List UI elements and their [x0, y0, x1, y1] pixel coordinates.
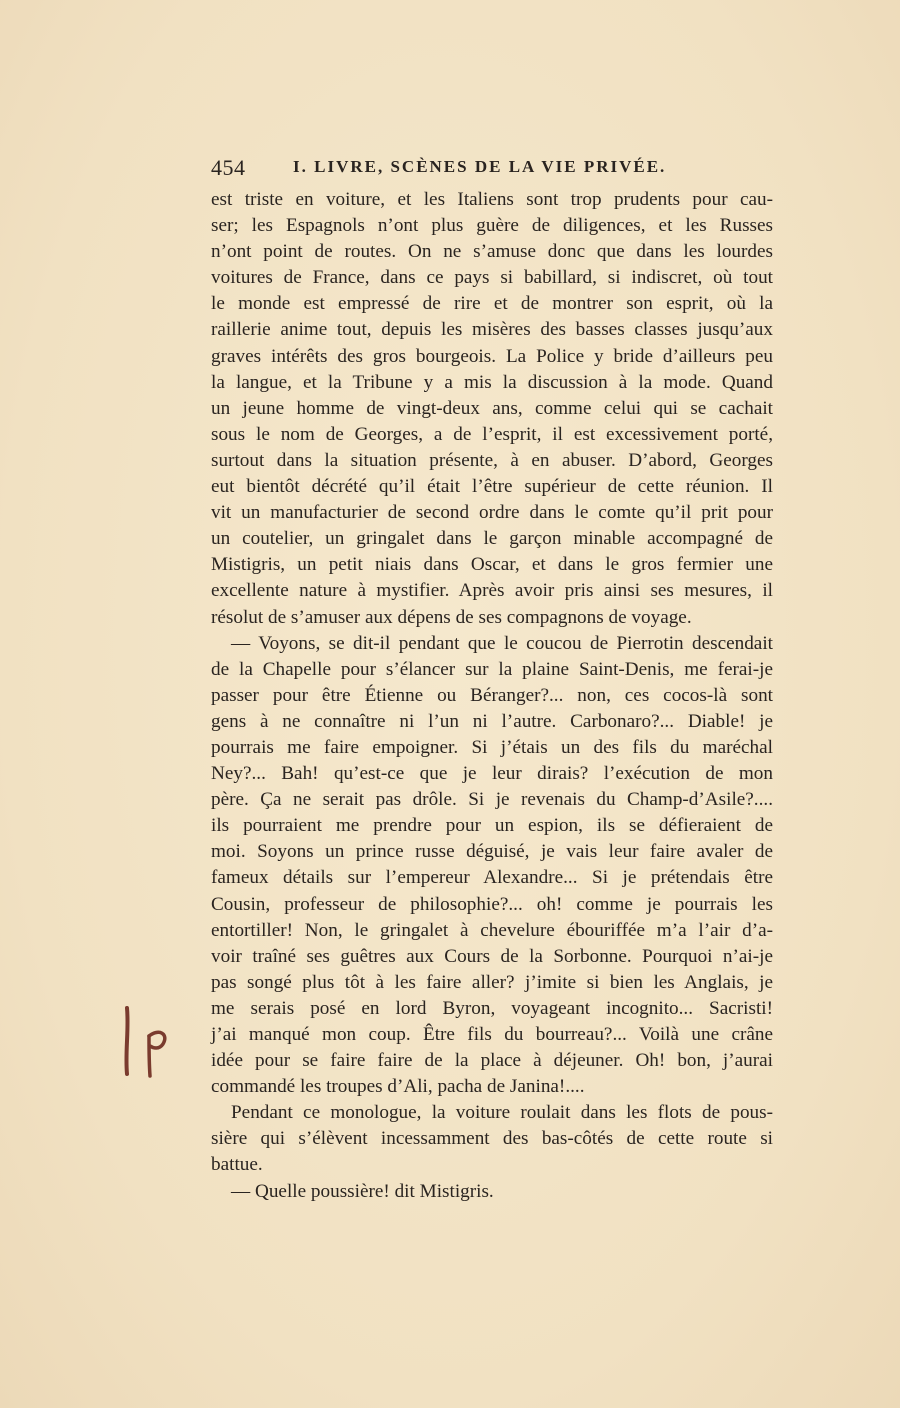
body-text: [211, 187, 773, 1205]
text-line: est triste en voiture, et les Italiens sont trop prudents pour cau-: [211, 189, 773, 210]
text-line: pas songé plus tôt à les faire aller? j’imite si bien les Anglais, je: [211, 971, 773, 993]
text-line: voir traîné ses guêtres aux Cours de la Sorbonne. Pourquoi n’ai-je: [211, 945, 773, 967]
text-line: excellente nature à mystifier. Après avoir pris ainsi ses mesures, il: [211, 580, 773, 602]
text-line: un jeune homme de vingt-deux ans, comme celui qui se cachait: [211, 397, 773, 419]
text-line: eut bientôt décrété qu’il était l’être supérieur de cette réunion. Il: [211, 476, 773, 498]
running-head: I. LIVRE, SCÈNES DE LA VIE PRIVÉE.: [293, 157, 667, 176]
text-line: sous le nom de Georges, a de l’esprit, il est excessivement porté,: [211, 423, 773, 445]
text-line: fameux détails sur l’empereur Alexandre... Si je prétendais être: [211, 867, 773, 889]
text-line: Ney?... Bah! qu’est-ce que je leur dirais? l’exécution de mon: [211, 763, 773, 785]
text-line: me serais posé en lord Byron, voyageant incognito... Sacristi!: [211, 997, 773, 1019]
text-line: passer pour être Étienne ou Béranger?... non, ces cocos-là sont: [211, 684, 773, 706]
text-line: de la Chapelle pour s’élancer sur la plaine Saint-Denis, me ferai-je: [211, 658, 773, 680]
text-line: sière qui s’élèvent incessamment des bas-côtés de cette route si: [211, 1128, 773, 1150]
text-line: raillerie anime tout, depuis les misères des basses classes jusqu’aux: [211, 319, 773, 341]
text-line: ils pourraient me prendre pour un espion, ils se défieraient de: [211, 815, 773, 837]
text-line: Cousin, professeur de philosophie?... oh! comme je pourrais les: [211, 893, 773, 915]
text-line: Mistigris, un petit niais dans Oscar, et dans le gros fermier une: [211, 554, 773, 576]
text-line: un coutelier, un gringalet dans le garçon minable accompagné de: [211, 528, 773, 550]
text-line: entortiller! Non, le gringalet à chevelure ébouriffée m’a l’air d’a-: [211, 919, 773, 941]
text-line: père. Ça ne serait pas drôle. Si je revenais du Champ-d’Asile?....: [211, 789, 773, 811]
text-line: j’ai manqué mon coup. Être fils du bourreau?... Voilà une crâne: [211, 1024, 773, 1045]
text-line: n’ont point de routes. On ne s’amuse donc que dans les lourdes: [211, 241, 773, 263]
text-line: battue.: [211, 1154, 263, 1176]
text-line: la langue, et la Tribune y a mis la discussion à la mode. Quand: [211, 371, 773, 393]
text-line: ser; les Espagnols n’ont plus guère de diligences, et les Russes: [211, 215, 773, 237]
text-line: voitures de France, dans ce pays si babillard, si indiscret, où tout: [211, 267, 773, 289]
text-line: commandé les troupes d’Ali, pacha de Janina!....: [211, 1076, 585, 1098]
text-line: résolut de s’amuser aux dépens de ses compagnons de voyage.: [211, 606, 692, 628]
page-header: [211, 155, 681, 185]
text-line: pourrais me faire empoigner. Si j’étais un des fils du maréchal: [211, 736, 773, 758]
handwritten-margin-note: [113, 1000, 177, 1080]
text-line: gens à ne connaître ni l’un ni l’autre. Carbonaro?... Diable! je: [211, 710, 773, 732]
text-line: — Quelle poussière! dit Mistigris.: [231, 1180, 494, 1202]
text-line: moi. Soyons un prince russe déguisé, je vais leur faire avaler de: [211, 841, 773, 863]
text-line: vit un manufacturier de second ordre dans le comte qu’il prit pour: [211, 502, 773, 524]
text-line: idée pour se faire faire de la place à déjeuner. Oh! bon, j’aurai: [211, 1050, 773, 1072]
text-line: le monde est empressé de rire et de montrer son esprit, où la: [211, 293, 773, 315]
text-line: surtout dans la situation présente, à en abuser. D’abord, Georges: [211, 449, 773, 471]
page-number: 454: [211, 155, 246, 180]
text-line: Pendant ce monologue, la voiture roulait dans les flots de pous-: [231, 1102, 773, 1124]
text-line: graves intérêts des gros bourgeois. La Police y bride d’ailleurs peu: [211, 345, 773, 367]
text-line: — Voyons, se dit-il pendant que le coucou de Pierrotin descendait: [231, 632, 773, 654]
